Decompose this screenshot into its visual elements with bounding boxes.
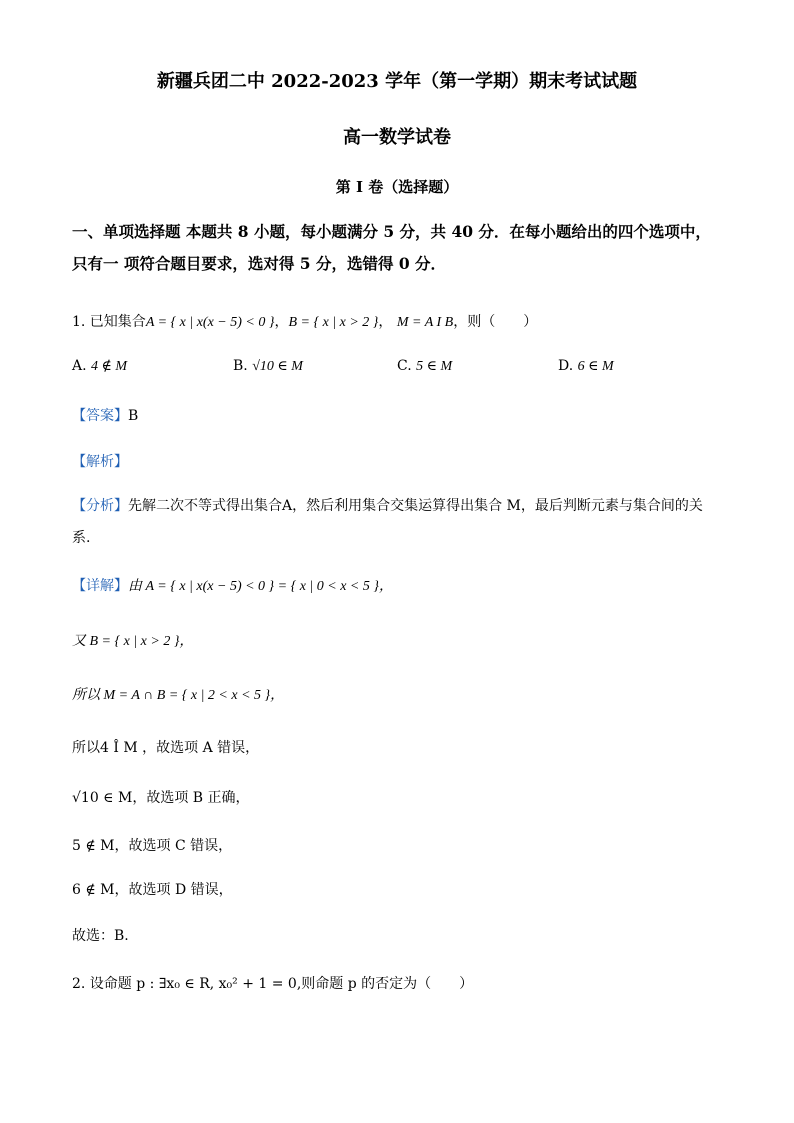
set-b-definition: B = { x | x > 2 } — [288, 315, 379, 330]
question-1-suffix: ，则（ ） — [453, 314, 538, 330]
option-c-label: C. — [397, 358, 412, 374]
option-a-text: 4 ∉ M — [91, 359, 128, 374]
option-b-label: B. — [233, 358, 248, 374]
detail-line-1 — [72, 576, 393, 597]
detail-line-4: 所以4 Î M ，故选项 A 错误， — [72, 740, 260, 756]
option-a — [72, 358, 127, 375]
exam-subtitle: 高一数学试卷 — [343, 127, 451, 148]
detail-line-2: 又 B = { x | x > 2 }， — [72, 634, 194, 649]
option-d-label: D. — [558, 358, 574, 374]
option-c — [397, 358, 452, 375]
volume-heading: 第 Ⅰ 卷（选择题） — [335, 178, 459, 196]
exam-title: 新疆兵团二中 2022-2023 学年（第一学期）期末考试试题 — [156, 71, 638, 92]
set-m-definition: M = A I B — [396, 315, 454, 330]
fenxi-line-2: 系. — [72, 530, 91, 546]
option-d-text: 6 ∈ M — [577, 359, 614, 374]
option-b-text: √10 ∈ M — [252, 359, 303, 374]
detail-line-3: 所以 M = A ∩ B = { x | 2 < x < 5 }， — [72, 688, 285, 703]
option-c-text: 5 ∈ M — [416, 359, 453, 374]
analysis-tag: 【解析】 — [72, 454, 128, 470]
set-a-definition: A = { x | x(x − 5) < 0 } — [145, 315, 275, 330]
option-d — [558, 358, 614, 375]
conclusion-line: 故选：B. — [72, 928, 129, 944]
detail-tag: 【详解】 — [72, 578, 128, 594]
option-b — [233, 358, 303, 375]
fenxi-line-1 — [72, 496, 703, 516]
detail-line-7: 6 ∉ M，故选项 D 错误， — [72, 882, 233, 898]
section-instructions-line1: 一、单项选择题 本题共 8 小题，每小题满分 5 分，共 40 分．在每小题给出的四个选项中， — [72, 222, 711, 241]
fenxi-tag: 【分析】 — [72, 498, 128, 514]
section-instructions-line2: 只有一 项符合题目要求，选对得 5 分，选错得 0 分． — [72, 254, 447, 273]
analysis-line — [72, 452, 128, 472]
detail-text-1: 由 A = { x | x(x − 5) < 0 } = { x | 0 < x < 5 }， — [128, 579, 393, 594]
detail-line-5: √10 ∈ M，故选项 B 正确， — [72, 790, 250, 806]
question-1-prefix: 1. 已知集合 — [72, 314, 146, 330]
answer-value: B — [128, 408, 139, 424]
question-1-stem: 1. 已知集合A = { x | x(x − 5) < 0 }，B = { x | x > 2 }， M = A I B，则（ ） — [72, 314, 538, 330]
detail-line-6: 5 ∉ M，故选项 C 错误， — [72, 838, 233, 854]
question-2-stem: 2. 设命题 p : ∃x₀ ∈ R, x₀² + 1 = 0,则命题 p 的否定为（ ） — [72, 976, 474, 992]
answer-line — [72, 406, 138, 426]
option-a-label: A. — [72, 358, 87, 374]
fenxi-text-1: 先解二次不等式得出集合A，然后利用集合交集运算得出集合 M，最后判断元素与集合间的关 — [128, 498, 703, 514]
answer-tag: 【答案】 — [72, 408, 128, 424]
